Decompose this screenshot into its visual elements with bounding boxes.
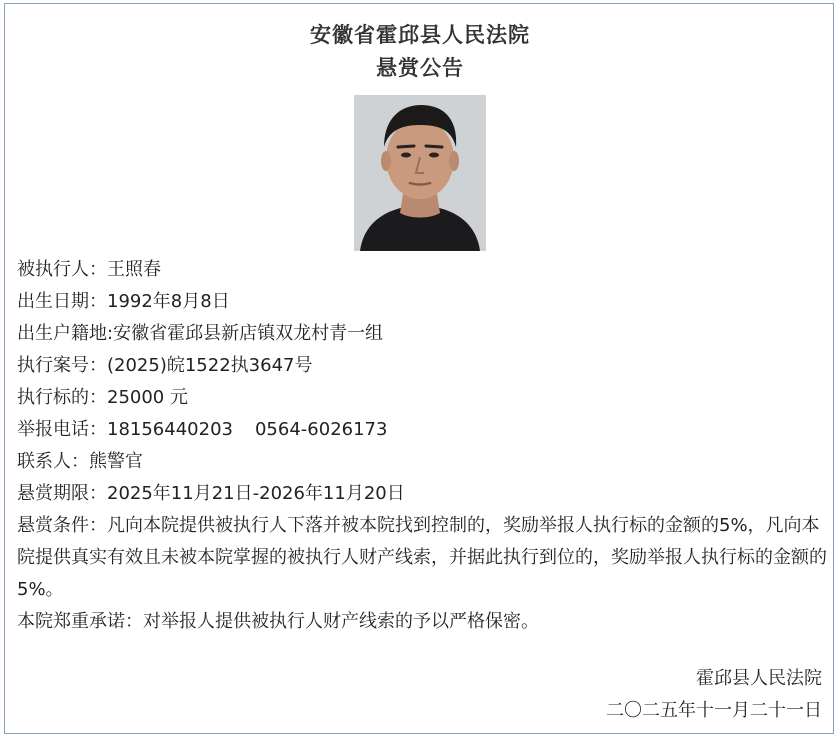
conditions-paragraph: 悬赏条件：凡向本院提供被执行人下落并被本院找到控制的，奖励举报人执行标的金额的5%，凡向本院提供真实有效且未被本院掌握的被执行人财产线索，并据此执行到位的，奖励举报人执行标的金额的5%。 [17, 515, 827, 600]
issuer-signature: 霍邱县人民法院 [696, 668, 822, 689]
issue-date: 二〇二五年十一月二十一日 [606, 700, 822, 721]
phone-line [17, 414, 827, 446]
notice-body [17, 254, 827, 638]
promise-line: 本院郑重承诺：对举报人提供被执行人财产线索的予以严格保密。 [17, 611, 539, 632]
birth-date-line: 出生日期：1992年8月8日 [17, 291, 230, 312]
period-line: 悬赏期限：2025年11月21日-2026年11月20日 [17, 483, 405, 504]
phone-secondary: 0564-6026173 [254, 419, 388, 440]
amount-line: 执行标的：25000 元 [17, 387, 188, 408]
portrait-photo [354, 95, 486, 251]
hukou-line: 出生户籍地:安徽省霍邱县新店镇双龙村青一组 [17, 323, 384, 344]
contact-line: 联系人：熊警官 [17, 451, 143, 472]
phone-primary: 举报电话：18156440203 [17, 419, 233, 440]
name-line: 被执行人：王照春 [17, 259, 161, 280]
portrait-photo-icon [354, 95, 486, 251]
case-number-line: 执行案号：(2025)皖1522执3647号 [17, 355, 313, 376]
notice-title: 悬赏公告 [376, 56, 464, 80]
court-title: 安徽省霍邱县人民法院 [310, 23, 530, 47]
